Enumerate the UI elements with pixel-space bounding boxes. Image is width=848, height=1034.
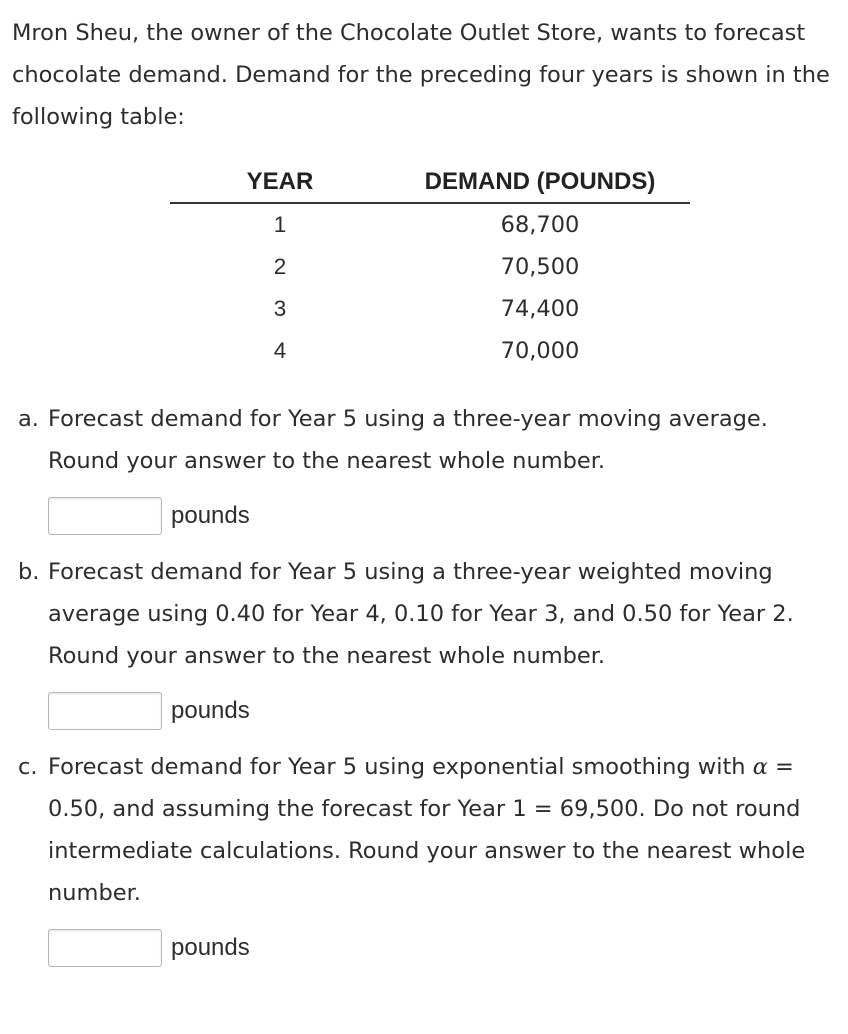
answer-a-input[interactable] — [48, 497, 162, 535]
question-c-letter: c. — [18, 754, 38, 780]
question-b-letter: b. — [18, 559, 40, 585]
demand-cell: 70,500 — [500, 254, 580, 280]
answer-a-row — [48, 495, 250, 537]
answer-b-row — [48, 690, 250, 732]
answer-c-row — [48, 927, 250, 969]
table-row — [170, 288, 690, 330]
question-c-text — [48, 746, 838, 914]
year-cell: 1 — [273, 212, 287, 237]
answer-a-unit: pounds — [171, 502, 250, 529]
year-cell: 2 — [273, 254, 287, 279]
demand-table — [170, 162, 690, 372]
answer-b-unit: pounds — [171, 697, 250, 724]
demand-cell: 70,000 — [500, 338, 580, 364]
question-b-text: Forecast demand for Year 5 using a three-year weighted moving average using 0.40 for Year 4, 0.10 for Year 3, and 0.50 for Year 2. Round your answer to the nearest whole number. — [48, 559, 794, 669]
header-year: YEAR — [170, 162, 390, 203]
question-c-text-before: Forecast demand for Year 5 using exponential smoothing with — [48, 754, 753, 780]
question-a — [18, 398, 838, 482]
table-row — [170, 330, 690, 372]
demand-cell: 74,400 — [500, 296, 580, 322]
year-cell: 4 — [273, 338, 287, 363]
question-a-text: Forecast demand for Year 5 using a three-year moving average. Round your answer to the nearest whole number. — [48, 406, 768, 474]
answer-c-input[interactable] — [48, 929, 162, 967]
question-b — [18, 551, 838, 677]
answer-c-unit: pounds — [171, 934, 250, 961]
demand-cell: 68,700 — [500, 212, 580, 238]
header-demand: DEMAND (POUNDS) — [390, 162, 690, 203]
table-row — [170, 246, 690, 288]
question-c — [18, 746, 838, 914]
table-row — [170, 203, 690, 246]
question-a-letter: a. — [18, 406, 39, 432]
question-c-text-after: = 0.50, and assuming the forecast for Year 1 = 69,500. Do not round intermediate calculations. Round your answer to the nearest whole number. — [48, 754, 806, 906]
alpha-symbol: α — [752, 754, 768, 780]
answer-b-input[interactable] — [48, 692, 162, 730]
table-header-row — [170, 162, 690, 203]
problem-intro: Mron Sheu, the owner of the Chocolate Outlet Store, wants to forecast chocolate demand. Demand for the preceding four years is shown in the following table: — [12, 20, 830, 130]
year-cell: 3 — [273, 296, 287, 321]
